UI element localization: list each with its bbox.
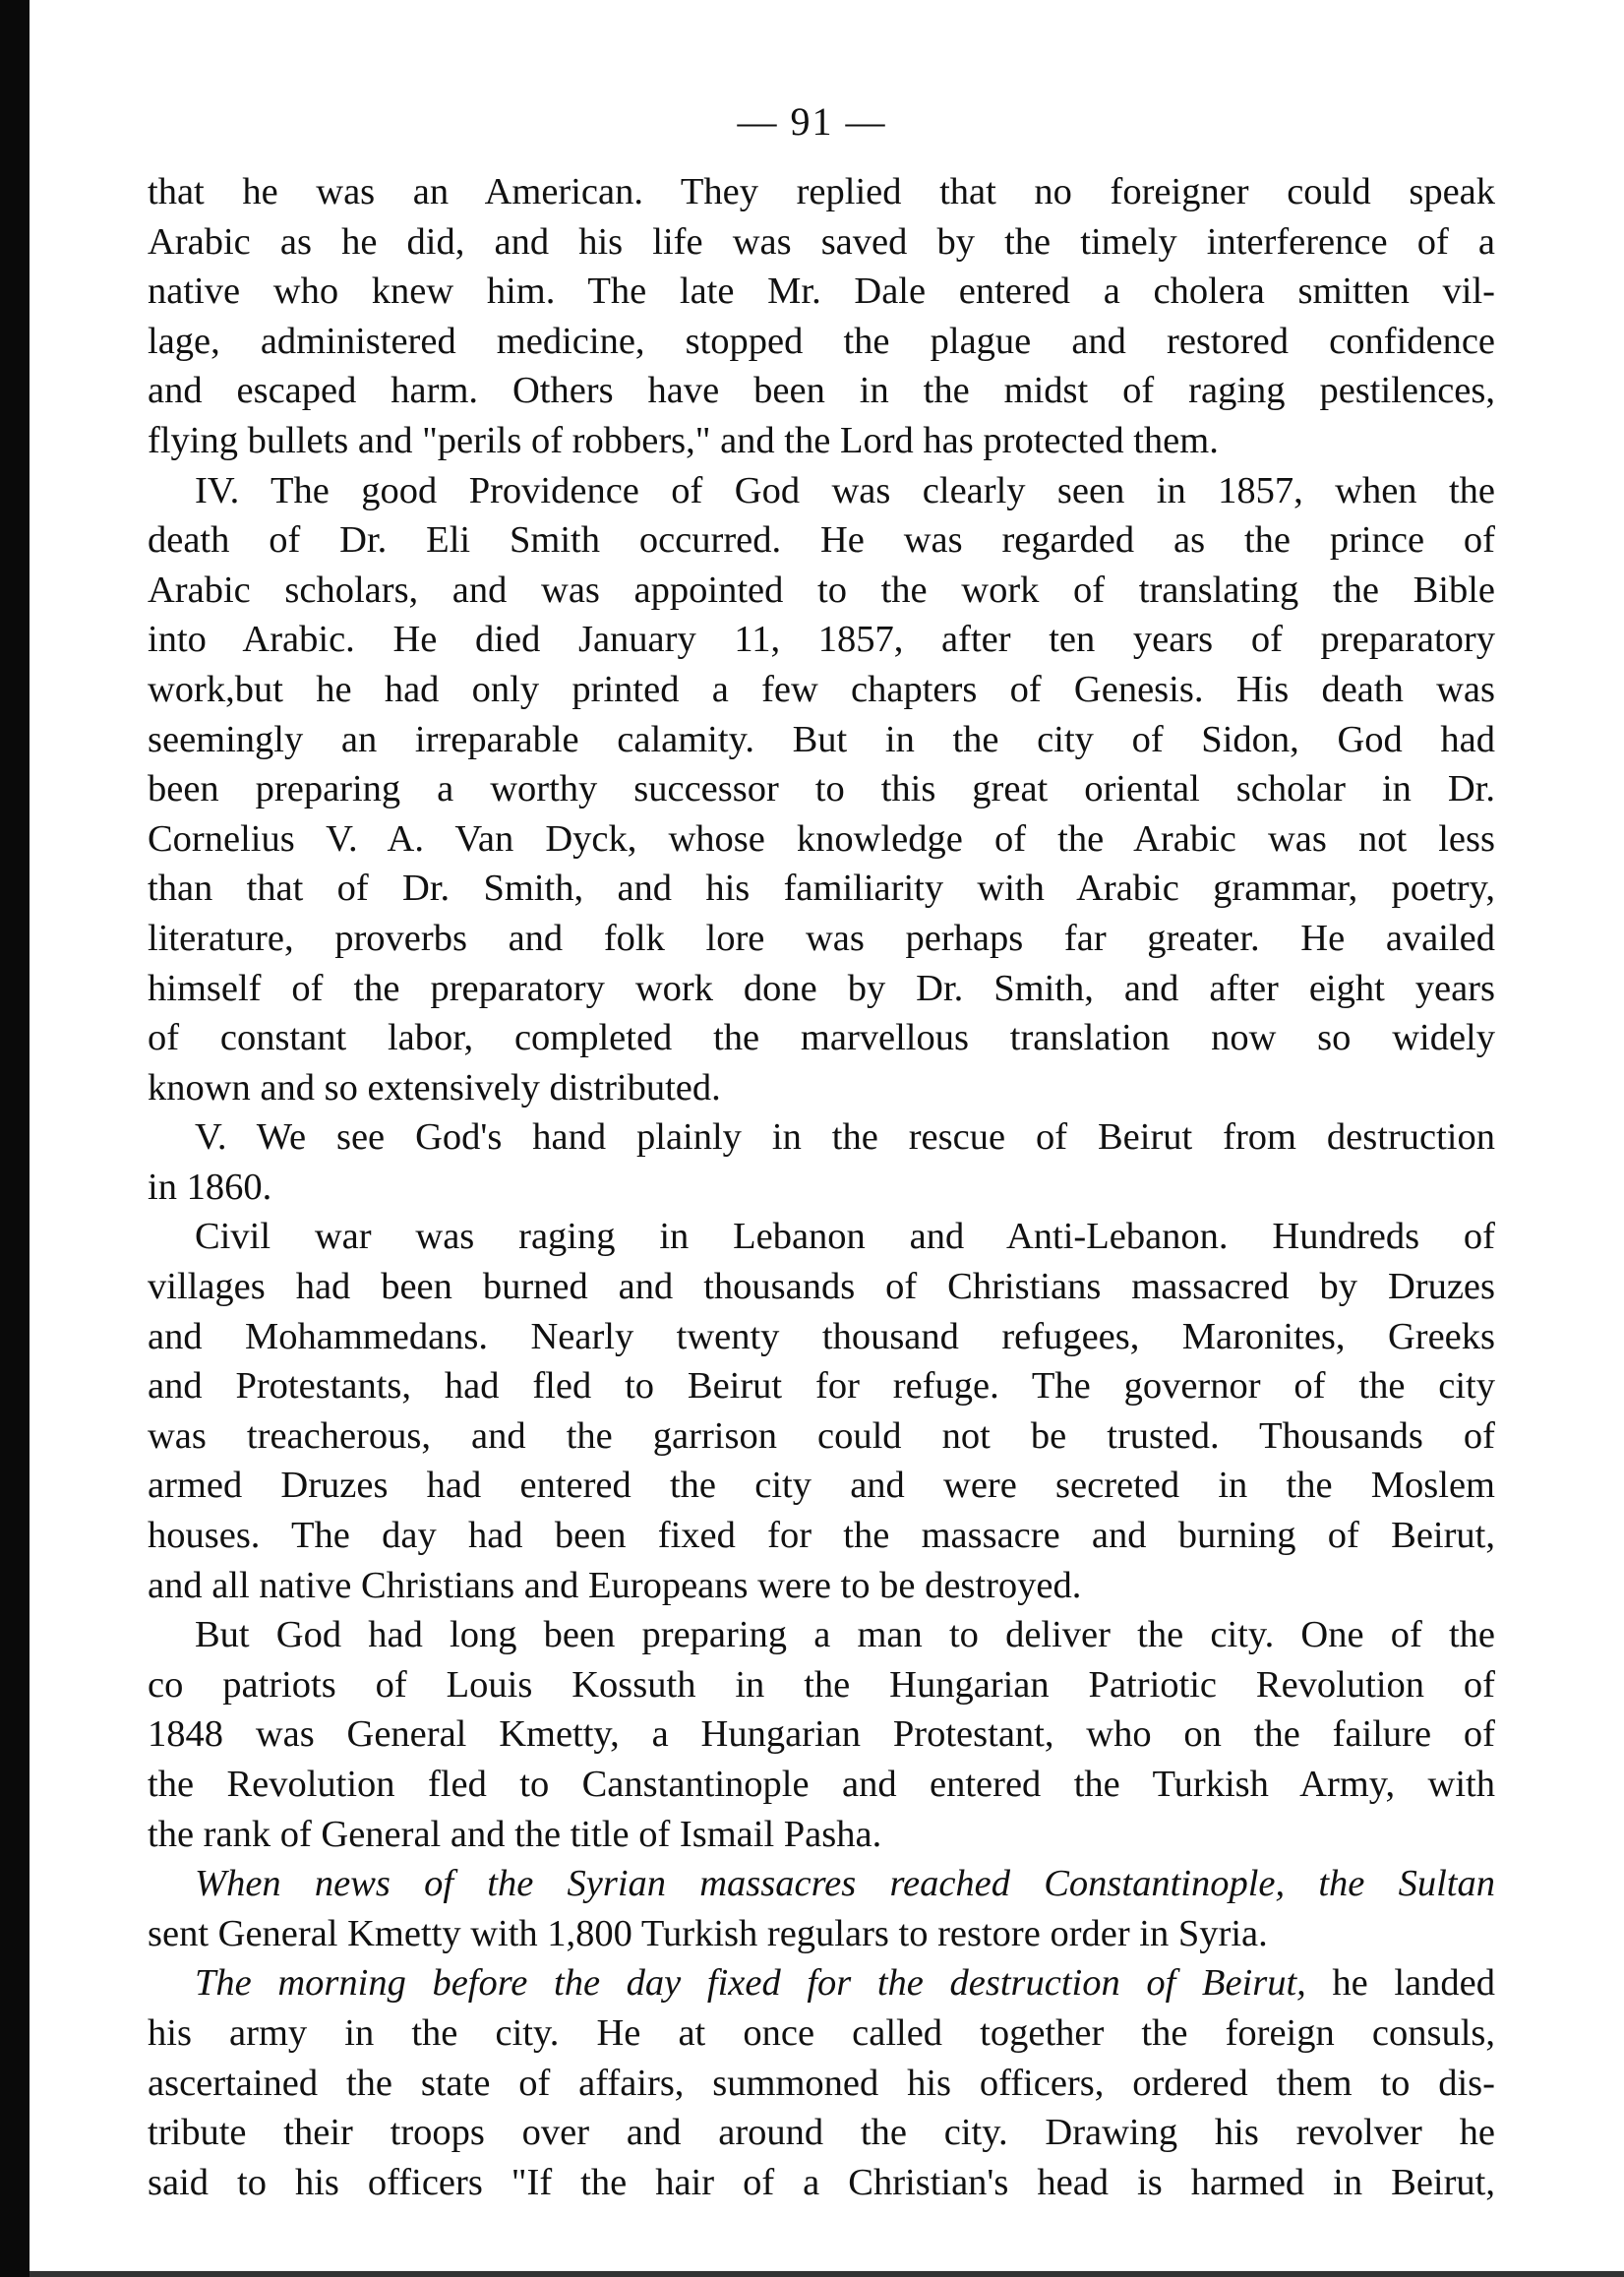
text-line: Cornelius V. A. Van Dyck, whose knowledge of the Arabic was not less — [148, 817, 1495, 860]
text-line: known and so extensively distributed. — [148, 1066, 721, 1109]
text-line: literature, proverbs and folk lore was perhaps far greater. He availed — [148, 917, 1495, 959]
page-number: — 91 — — [737, 99, 887, 144]
text-line: and escaped harm. Others have been in the midst of raging pestilences, — [148, 370, 1495, 412]
text-line: and Mohammedans. Nearly twenty thousand refugees, Maronites, Greeks — [148, 1315, 1495, 1357]
text-line: ascertained the state of affairs, summoned his officers, ordered them to dis- — [148, 2062, 1495, 2104]
text-line: his army in the city. He at once called together the foreign consuls, — [148, 2011, 1495, 2054]
text-line: Arabic scholars, and was appointed to the work of translating the Bible — [148, 569, 1495, 611]
text-line: said to his officers "If the hair of a Christian's head is harmed in Beirut, — [148, 2161, 1495, 2203]
text-line: co patriots of Louis Kossuth in the Hungarian Patriotic Revolution of — [148, 1663, 1495, 1706]
text-line: was treacherous, and the garrison could not be trusted. Thousands of — [148, 1414, 1495, 1457]
text-line: that he was an American. They replied that no foreigner could speak — [148, 171, 1495, 212]
text-line — [148, 1958, 1495, 2008]
text-line: lage, administered medicine, stopped the plague and restored confidence — [148, 320, 1495, 362]
text-line: and Protestants, had fled to Beirut for refuge. The governor of the city — [148, 1365, 1495, 1408]
text-line: IV. The good Providence of God was clearly seen in 1857, when the — [195, 469, 1495, 511]
text-line: Arabic as he did, and his life was saved by the timely interference of a — [148, 220, 1495, 263]
text-line: flying bullets and "perils of robbers," and the Lord has protected them. — [148, 419, 1219, 461]
text-line: of constant labor, completed the marvellous translation now so widely — [148, 1017, 1495, 1059]
text-line: Civil war was raging in Lebanon and Anti-Lebanon. Hundreds of — [195, 1216, 1495, 1258]
text-line: 1848 was General Kmetty, a Hungarian Protestant, who on the failure of — [148, 1713, 1495, 1756]
italic-phrase: The morning before the day fixed for the destruction of Beirut, — [195, 1962, 1306, 2005]
page-edge-shadow — [0, 0, 30, 2277]
text-line: seemingly an irreparable calamity. But in the city of Sidon, God had — [148, 718, 1495, 760]
text-line: into Arabic. He died January 11, 1857, after ten years of preparatory — [148, 619, 1495, 661]
text-line: villages had been burned and thousands of Christians massacred by Druzes — [148, 1266, 1495, 1308]
text-line: V. We see God's hand plainly in the rescue of Beirut from destruction — [195, 1116, 1495, 1159]
text-line: When news of the Syrian massacres reached Constantinople, the Sultan — [195, 1863, 1495, 1905]
text-line: himself of the preparatory work done by Dr. Smith, and after eight years — [148, 967, 1495, 1009]
text-line: and all native Christians and Europeans were to be destroyed. — [148, 1564, 1082, 1606]
page-bottom-edge — [30, 2271, 1624, 2277]
text-line: death of Dr. Eli Smith occurred. He was regarded as the prince of — [148, 519, 1495, 562]
text-line: But God had long been preparing a man to deliver the city. One of the — [195, 1614, 1495, 1656]
text-line: the Revolution fled to Canstantinople and entered the Turkish Army, with — [148, 1764, 1495, 1805]
text-line: been preparing a worthy successor to this great oriental scholar in Dr. — [148, 768, 1495, 810]
text-line: work,but he had only printed a few chapters of Genesis. His death was — [148, 668, 1495, 710]
text-line: armed Druzes had entered the city and were secreted in the Moslem — [148, 1465, 1495, 1507]
text-line: houses. The day had been fixed for the massacre and burning of Beirut, — [148, 1515, 1495, 1557]
text-line: tribute their troops over and around the city. Drawing his revolver he — [148, 2112, 1495, 2154]
text-line: native who knew him. The late Mr. Dale entered a cholera smitten vil- — [148, 270, 1495, 313]
text-line: in 1860. — [148, 1166, 272, 1208]
text-run: he landed — [1305, 1962, 1495, 2005]
body-text — [148, 167, 1495, 2207]
text-line: sent General Kmetty with 1,800 Turkish regulars to restore order in Syria. — [148, 1912, 1268, 1954]
text-line: the rank of General and the title of Ismail Pasha. — [148, 1813, 882, 1855]
text-line: than that of Dr. Smith, and his familiarity with Arabic grammar, poetry, — [148, 868, 1495, 910]
